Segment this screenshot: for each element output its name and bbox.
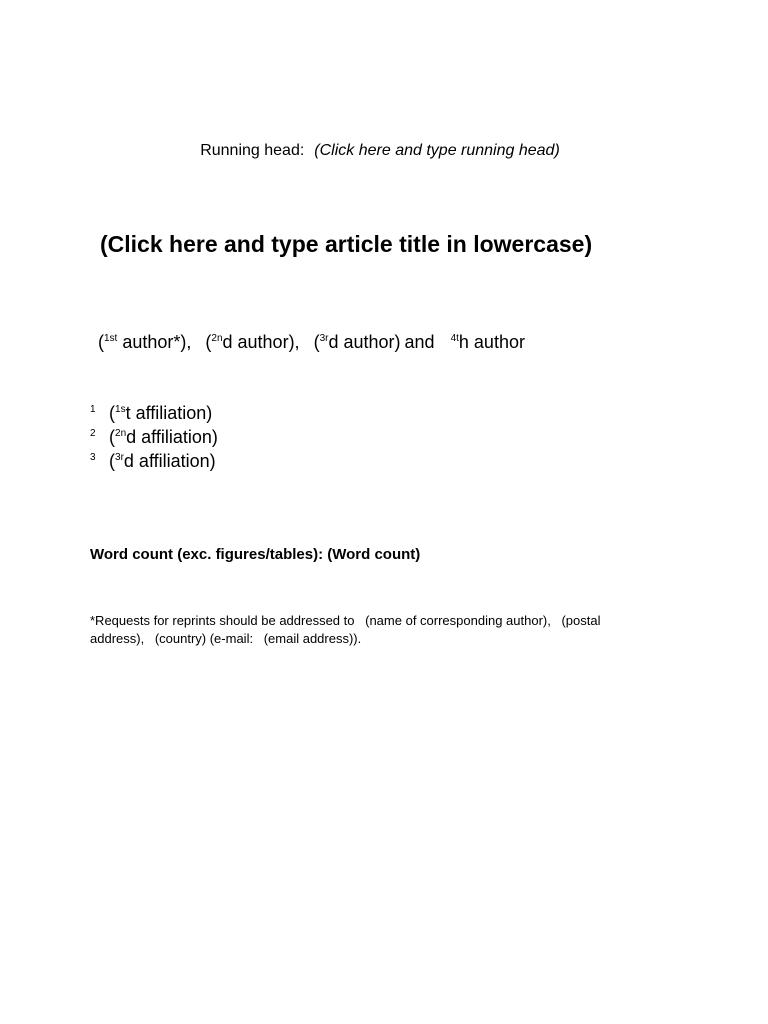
affiliation-text: d affiliation)	[123, 451, 216, 471]
author-1-text: author*),	[117, 332, 192, 352]
reprints-email[interactable]: (email address)).	[263, 631, 362, 646]
author-1-open: (	[98, 332, 104, 352]
author-1[interactable]	[98, 330, 191, 354]
affiliation-sup: 1s	[115, 404, 126, 415]
affiliation-item[interactable]: $^2$ ($^{2n}$d affiliation)	[90, 427, 218, 447]
affiliation-text: d affiliation)	[126, 427, 218, 447]
running-head-field[interactable]: (Click here and type running head)	[314, 142, 560, 159]
author-1-sup: 1st	[104, 333, 118, 344]
affiliation-open: (	[109, 451, 116, 471]
author-2-open: (	[205, 332, 212, 352]
author-3-text: d author)	[328, 332, 401, 352]
affiliation-open: (	[109, 403, 116, 423]
affiliation-open: (	[109, 427, 116, 447]
author-4-text: h author	[458, 332, 525, 352]
author-list	[98, 330, 525, 354]
author-3-sup: 3r	[319, 333, 329, 344]
author-3-open: (	[313, 332, 320, 352]
author-4[interactable]	[451, 332, 525, 352]
author-2[interactable]	[205, 330, 299, 354]
word-count-field[interactable]: Word count (exc. figures/tables): (Word count)	[90, 546, 421, 563]
author-and-word: and	[404, 332, 435, 352]
article-title-field[interactable]: (Click here and type article title in lowercase)	[100, 231, 593, 257]
author-2-sup: 2n	[211, 333, 223, 344]
author-3[interactable]	[314, 330, 401, 354]
author-4-sup: 4t	[450, 333, 459, 344]
affiliation-list	[90, 401, 218, 473]
affiliation-sup: 3r	[115, 452, 124, 463]
affiliation-item[interactable]: $^3$ ($^{3r}$d affiliation)	[90, 451, 216, 471]
affiliation-item[interactable]: $^1$ ($^{1s}$t affiliation)	[90, 403, 213, 423]
reprints-lead: *Requests for reprints should be addressed to	[90, 613, 355, 628]
reprints-note	[90, 612, 650, 648]
running-head	[0, 141, 760, 161]
reprints-postal-address[interactable]: (postal address),	[90, 613, 601, 646]
reprints-country[interactable]: (country) (e-mail:	[154, 631, 254, 646]
affiliation-text: t affiliation)	[125, 403, 213, 423]
affiliation-sup: 2n	[115, 428, 127, 439]
running-head-label: Running head:	[200, 142, 305, 159]
author-2-text: d author),	[222, 332, 300, 352]
reprints-author-name[interactable]: (name of corresponding author),	[365, 613, 551, 628]
